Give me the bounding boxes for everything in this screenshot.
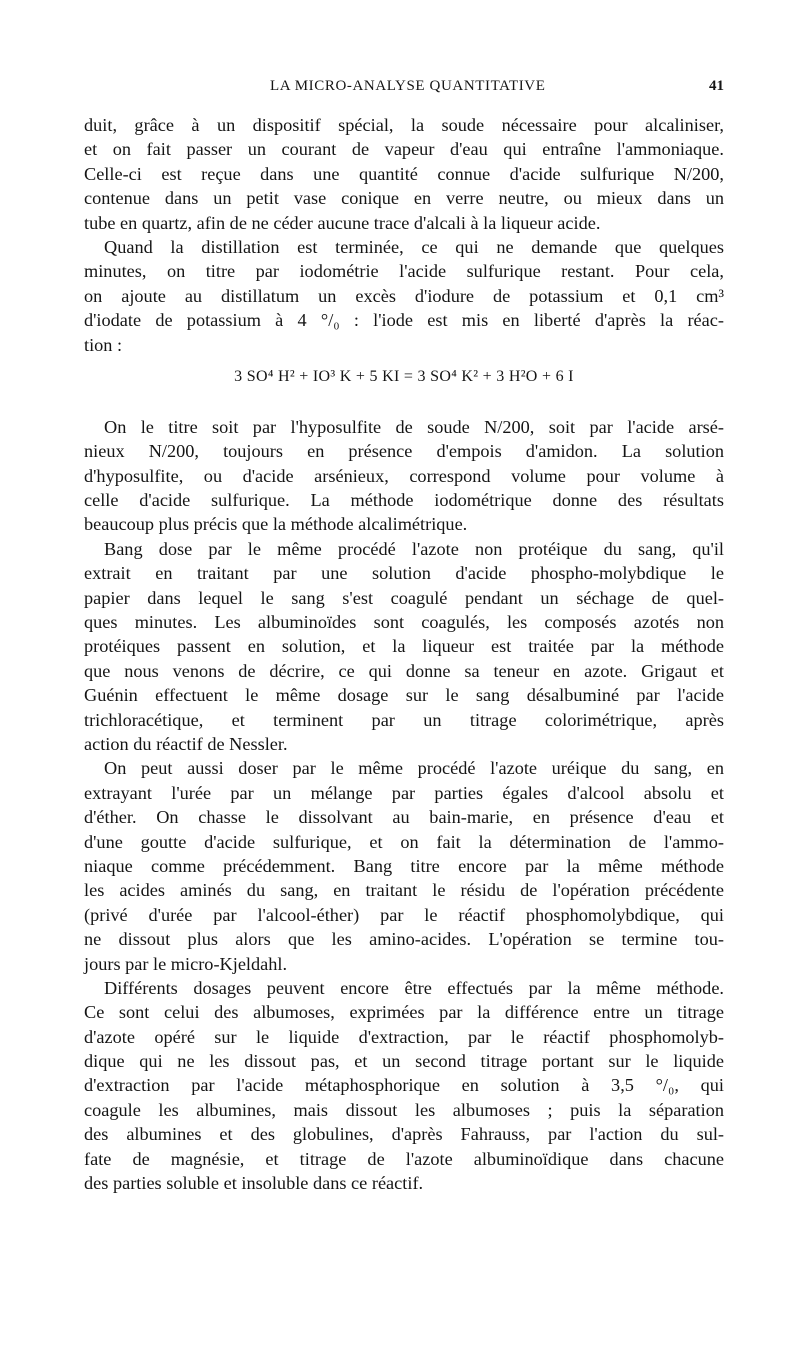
text-line: beaucoup plus précis que la méthode alcalimétrique.	[84, 514, 468, 535]
text-line: Guénin effectuent le même dosage sur le sang désalbuminé par l'acide	[84, 685, 724, 706]
text-line: Différents dosages peuvent encore être effectués par la même méthode.	[104, 977, 724, 998]
running-header	[84, 78, 724, 102]
paragraph	[84, 235, 724, 357]
text-line: on ajoute au distillatum un excès d'iodure de potassium et 0,1 cm³	[84, 285, 724, 306]
text-line: extrait en traitant par une solution d'acide phospho-molybdique le	[84, 563, 724, 584]
text-line: minutes, on titre par iodométrie l'acide sulfurique restant. Pour cela,	[84, 261, 724, 282]
text-line: d'iodate de potassium à 4 °/₀ : l'iode est mis en liberté d'après la réac-	[84, 310, 724, 331]
text-line: d'azote opéré sur le liquide d'extraction, par le réactif phosphomolyb-	[84, 1026, 724, 1047]
text-line: trichloracétique, et terminent par un titrage colorimétrique, après	[84, 709, 724, 730]
text-line: tion :	[84, 334, 123, 355]
text-line: (privé d'urée par l'alcool-éther) par le réactif phosphomolybdique, qui	[84, 904, 724, 925]
text-line: nieux N/200, toujours en présence d'empois d'amidon. La solution	[84, 441, 724, 462]
text-line: des albumines et des globulines, d'après Fahrauss, par l'action du sul-	[84, 1124, 724, 1145]
text-line: On le titre soit par l'hyposulfite de soude N/200, soit par l'acide arsé-	[104, 416, 724, 437]
text-line: coagule les albumines, mais dissout les albumoses ; puis la séparation	[84, 1099, 724, 1120]
running-title: LA MICRO-ANALYSE QUANTITATIVE	[270, 78, 546, 94]
text-line: et on fait passer un courant de vapeur d'eau qui entraîne l'ammoniaque.	[84, 139, 724, 160]
text-line: protéiques passent en solution, et la liqueur est traitée par la méthode	[84, 636, 724, 657]
text-line: ques minutes. Les albuminoïdes sont coagulés, les composés azotés non	[84, 612, 724, 633]
text-line: contenue dans un petit vase conique en verre neutre, ou mieux dans un	[84, 188, 724, 209]
text-line: d'hyposulfite, ou d'acide arsénieux, correspond volume pour volume à	[84, 465, 724, 486]
text-line: Bang dose par le même procédé l'azote non protéique du sang, qu'il	[104, 538, 724, 559]
text-line: extrayant l'urée par un mélange par parties égales d'alcool absolu et	[84, 782, 724, 803]
text-line: jours par le micro-Kjeldahl.	[84, 953, 288, 974]
paragraph	[84, 537, 724, 757]
spacer	[84, 399, 724, 415]
text-line: d'une goutte d'acide sulfurique, et on fait la détermination de l'ammo-	[84, 831, 724, 852]
body-text	[84, 113, 724, 1195]
page-number: 41	[709, 78, 724, 94]
text-line: Quand la distillation est terminée, ce qui ne demande que quelques	[104, 236, 724, 257]
text-line: ne dissout plus alors que les amino-acides. L'opération se termine tou-	[84, 929, 724, 950]
text-line: papier dans lequel le sang s'est coagulé pendant un séchage de quel-	[84, 587, 724, 608]
text-line: des parties soluble et insoluble dans ce réactif.	[84, 1173, 424, 1194]
text-line: Celle-ci est reçue dans une quantité connue d'acide sulfurique N/200,	[84, 163, 724, 184]
text-line: d'extraction par l'acide métaphosphorique en solution à 3,5 °/₀, qui	[84, 1075, 724, 1096]
chemical-equation: 3 SO⁴ H² + IO³ K + 5 KI = 3 SO⁴ K² + 3 H²O + 6 I	[234, 367, 574, 385]
paragraph	[84, 976, 724, 1196]
text-line: d'éther. On chasse le dissolvant au bain-marie, en présence d'eau et	[84, 807, 724, 828]
text-line: Ce sont celui des albumoses, exprimées par la différence entre un titrage	[84, 1002, 724, 1023]
text-line: que nous venons de décrire, ce qui donne sa teneur en azote. Grigaut et	[84, 660, 724, 681]
text-line: tube en quartz, afin de ne céder aucune trace d'alcali à la liqueur acide.	[84, 212, 601, 233]
text-line: action du réactif de Nessler.	[84, 733, 288, 754]
text-line: les acides aminés du sang, en traitant le résidu de l'opération précédente	[84, 880, 724, 901]
paragraph	[84, 756, 724, 976]
text-line: celle d'acide sulfurique. La méthode iodométrique donne des résultats	[84, 490, 724, 511]
paragraph	[84, 113, 724, 235]
text-line: fate de magnésie, et titrage de l'azote albuminoïdique dans chacune	[84, 1148, 724, 1169]
text-line: niaque comme précédemment. Bang titre encore par la même méthode	[84, 855, 724, 876]
text-line: dique qui ne les dissout pas, et un second titrage portant sur le liquide	[84, 1051, 724, 1072]
text-line: duit, grâce à un dispositif spécial, la soude nécessaire pour alcaliniser,	[84, 115, 724, 135]
paragraph	[84, 415, 724, 537]
text-line: On peut aussi doser par le même procédé l'azote uréique du sang, en	[104, 758, 724, 779]
